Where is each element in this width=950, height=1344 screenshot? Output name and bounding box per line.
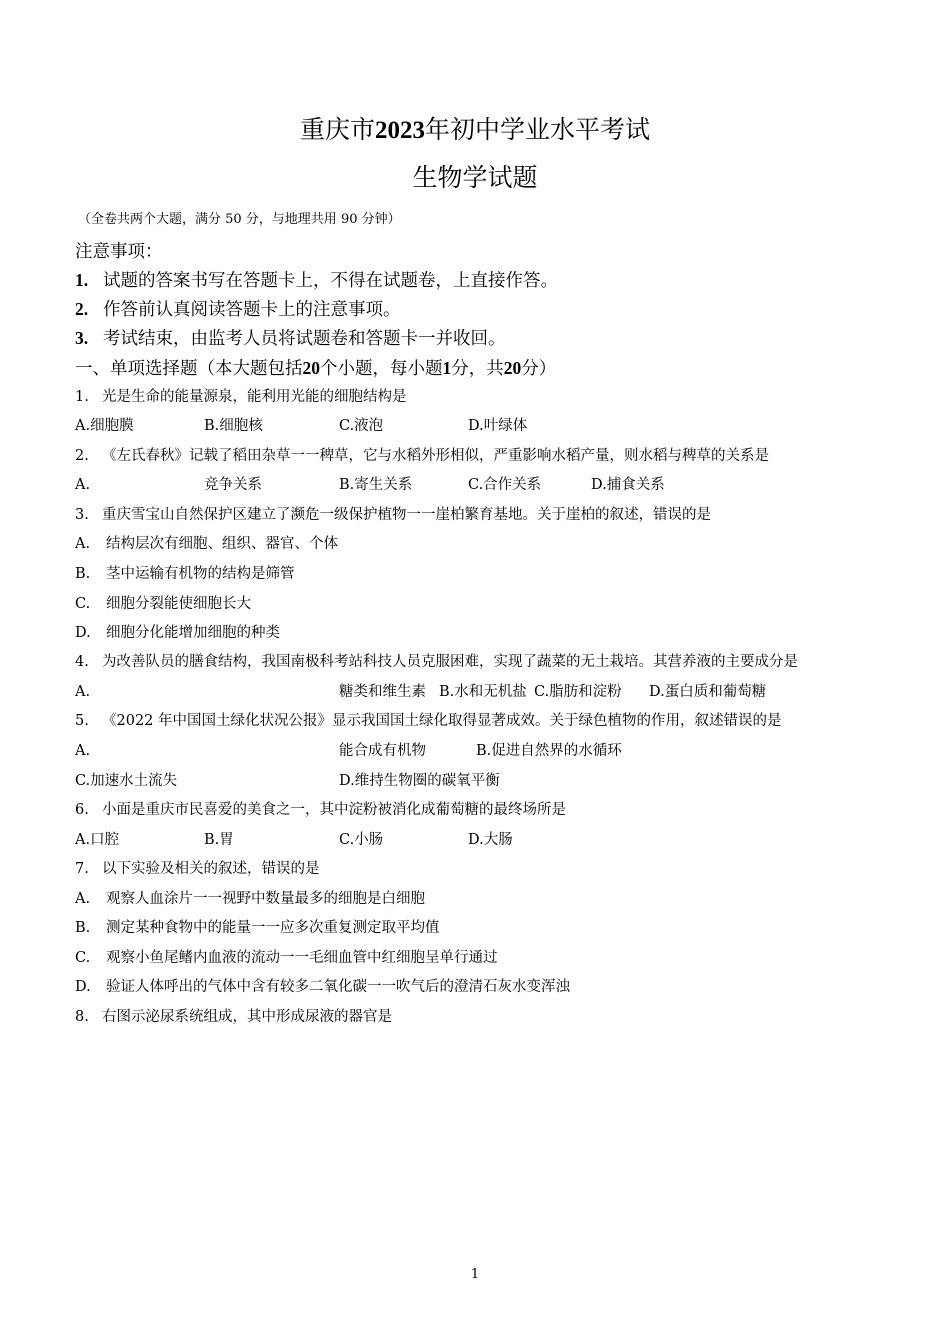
question-stem <box>75 652 798 672</box>
instruction-number: 1. <box>75 270 89 290</box>
question-stem <box>75 1007 392 1027</box>
option-c[interactable]: C.小肠 <box>339 832 384 848</box>
question-text: 《左氏春秋》记载了稻田杂草一一稗草，它与水稻外形相似，严重影响水稻产量，则水稻与稗草的关系是 <box>102 448 769 464</box>
title-prefix: 重庆市 <box>299 115 375 144</box>
option-b[interactable]: B.胃 <box>204 832 234 848</box>
question-number: 6. <box>75 802 89 818</box>
option-label: D. <box>75 625 91 641</box>
option-row <box>75 475 875 495</box>
section-heading <box>75 356 556 381</box>
option-c[interactable] <box>75 948 498 968</box>
question-number: 3. <box>75 507 89 523</box>
option-b[interactable]: B.促进自然界的水循环 <box>476 743 622 759</box>
option-text: 观察小鱼尾鳍内血液的流动一一毛细血管中红细胞呈单行通过 <box>106 950 498 966</box>
section-text: 一、单项选择题（本大题包括 <box>75 359 303 379</box>
section-number: 20 <box>302 358 320 378</box>
question-text: 重庆雪宝山自然保护区建立了濒危一级保护植物一一崖柏繁育基地。关于崖柏的叙述，错误的是 <box>102 507 711 523</box>
exam-note: （全卷共两个大题，满分 50 分，与地理共用 90 分钟） <box>78 212 401 227</box>
option-a[interactable]: 糖类和维生素 <box>339 684 426 700</box>
option-label: C. <box>75 950 91 966</box>
question-stem <box>75 387 407 407</box>
option-text: 茎中运输有机物的结构是筛管 <box>106 566 295 582</box>
page-number: 1 <box>470 1267 480 1282</box>
question-text: 光是生命的能量源泉，能利用光能的细胞结构是 <box>102 389 407 405</box>
section-number: 1 <box>442 358 452 378</box>
section-text: 个小题，每小题 <box>320 359 443 379</box>
option-d[interactable]: D.蛋白质和葡萄糖 <box>649 684 767 700</box>
option-row <box>75 416 875 436</box>
question-stem <box>75 446 769 466</box>
option-d[interactable] <box>75 623 280 643</box>
instructions-heading: 注意事项： <box>75 242 163 262</box>
option-c[interactable]: C.加速水土流失 <box>75 773 178 789</box>
question-text: 小面是重庆市民喜爱的美食之一，其中淀粉被消化成葡萄糖的最终场所是 <box>102 802 566 818</box>
question-stem <box>75 800 566 820</box>
title-year: 2023 <box>375 117 425 144</box>
question-text: 右图示泌尿系统组成，其中形成尿液的器官是 <box>102 1009 392 1025</box>
question-number: 5. <box>75 713 89 729</box>
question-stem <box>75 711 782 731</box>
instruction-item <box>75 326 506 351</box>
option-label: C. <box>75 596 91 612</box>
question-text: 以下实验及相关的叙述，错误的是 <box>102 861 320 877</box>
option-a-label[interactable]: A. <box>75 684 91 700</box>
exam-subtitle: 生物学试题 <box>412 163 538 192</box>
instruction-item <box>75 297 401 322</box>
title-suffix: 年初中学业水平考试 <box>425 115 651 144</box>
option-label: B. <box>75 920 91 936</box>
question-text: 《2022 年中国国土绿化状况公报》显示我国国土绿化取得显著成效。关于绿色植物的作用，叙述错误的是 <box>102 713 782 729</box>
option-c[interactable] <box>75 594 251 614</box>
option-a-label[interactable]: A. <box>75 477 91 493</box>
option-c[interactable]: C.脂肪和淀粉 <box>534 684 622 700</box>
option-row <box>75 741 875 761</box>
option-text: 观察人血涂片一一视野中数量最多的细胞是白细胞 <box>106 891 425 907</box>
option-b[interactable] <box>75 918 440 938</box>
question-number: 8. <box>75 1009 89 1025</box>
option-text: 测定某种食物中的能量一一应多次重复测定取平均值 <box>106 920 440 936</box>
exam-title <box>0 113 950 148</box>
instruction-item <box>75 268 558 293</box>
option-c[interactable]: C.液泡 <box>339 418 384 434</box>
option-text: 验证人体呼出的气体中含有较多二氧化碳一一吹气后的澄清石灰水变浑浊 <box>106 979 570 995</box>
option-text: 细胞分裂能使细胞长大 <box>106 596 251 612</box>
question-number: 4. <box>75 654 89 670</box>
option-label: B. <box>75 566 91 582</box>
option-b[interactable] <box>75 564 295 584</box>
question-number: 1. <box>75 389 89 405</box>
question-stem <box>75 859 320 879</box>
option-text: 结构层次有细胞、组织、器官、个体 <box>106 536 338 552</box>
question-number: 7. <box>75 861 89 877</box>
option-text: 细胞分化能增加细胞的种类 <box>106 625 280 641</box>
option-a-label[interactable]: A. <box>75 743 91 759</box>
option-a[interactable]: A.细胞膜 <box>75 418 134 434</box>
option-a[interactable] <box>75 889 425 909</box>
option-row <box>75 771 875 791</box>
question-text: 为改善队员的膳食结构，我国南极科考站科技人员克服困难，实现了蔬菜的无土栽培。其营养液的主要成分是 <box>102 654 798 670</box>
section-text: 分） <box>521 359 557 379</box>
option-b[interactable]: B.寄生关系 <box>339 477 413 493</box>
option-d[interactable] <box>75 977 570 997</box>
instruction-text: 考试结束，由监考人员将试题卷和答题卡一并收回。 <box>103 329 506 349</box>
question-number: 2. <box>75 448 89 464</box>
instruction-text: 试题的答案书写在答题卡上，不得在试题卷，上直接作答。 <box>103 271 558 291</box>
instruction-number: 3. <box>75 328 89 348</box>
option-c[interactable]: C.合作关系 <box>468 477 542 493</box>
instruction-number: 2. <box>75 299 89 319</box>
instruction-text: 作答前认真阅读答题卡上的注意事项。 <box>103 300 401 320</box>
option-a[interactable] <box>75 534 338 554</box>
option-label: A. <box>75 891 91 907</box>
option-d[interactable]: D.大肠 <box>468 832 513 848</box>
option-a[interactable]: 能合成有机物 <box>339 743 426 759</box>
option-b[interactable]: B.细胞核 <box>204 418 263 434</box>
option-b[interactable]: B.水和无机盐 <box>439 684 527 700</box>
option-a[interactable]: 竞争关系 <box>204 477 262 493</box>
option-label: A. <box>75 536 91 552</box>
question-stem <box>75 505 711 525</box>
option-row <box>75 682 875 702</box>
section-number: 20 <box>503 358 522 378</box>
option-d[interactable]: D.捕食关系 <box>591 477 665 493</box>
section-text: 分，共 <box>451 359 504 379</box>
option-d[interactable]: D.叶绿体 <box>468 418 528 434</box>
option-label: D. <box>75 979 91 995</box>
option-d[interactable]: D.维持生物圈的碳氧平衡 <box>339 773 500 789</box>
option-row <box>75 830 875 850</box>
option-a[interactable]: A.口腔 <box>75 832 120 848</box>
